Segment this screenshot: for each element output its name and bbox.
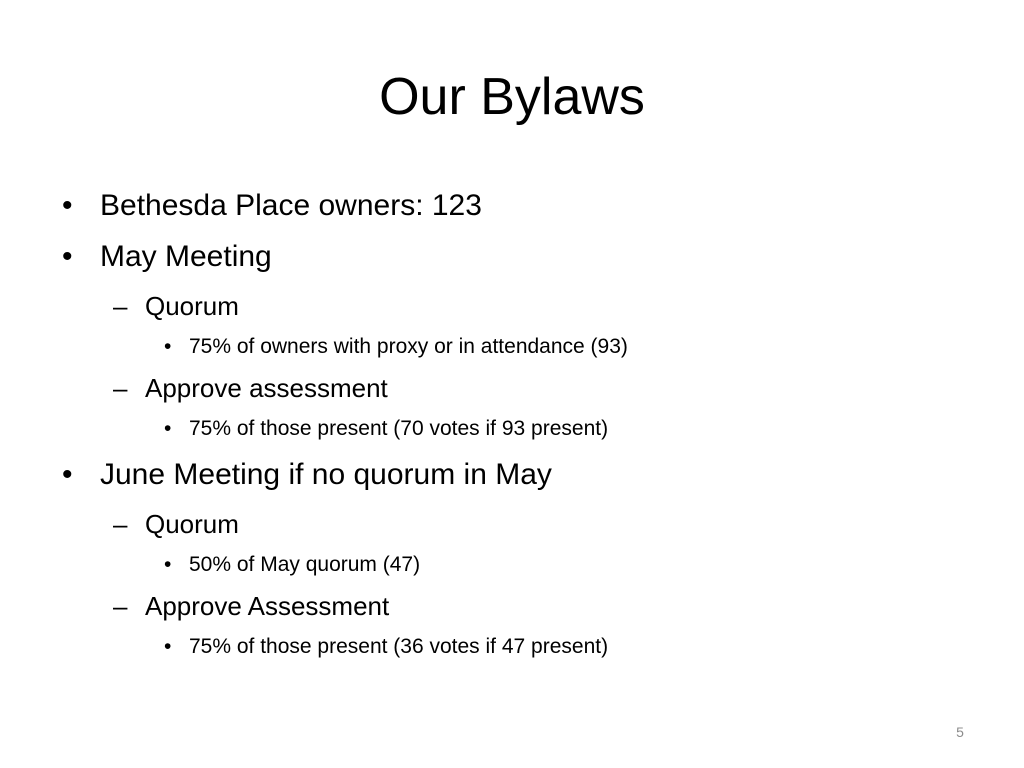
dash-marker: –	[113, 373, 128, 403]
bullet-marker: •	[164, 553, 172, 576]
detail-text: 75% of those present (70 votes if 93 present)	[189, 417, 609, 440]
bullet-marker: •	[62, 189, 73, 222]
sub-bullet-text: Approve assessment	[145, 373, 388, 403]
slide-title: Our Bylaws	[379, 68, 645, 126]
bullet-text: May Meeting	[100, 240, 272, 273]
detail-text: 75% of owners with proxy or in attendance (93)	[189, 335, 628, 358]
bullet-marker: •	[164, 335, 172, 358]
sub-bullet-text: Quorum	[145, 509, 239, 539]
detail-text: 75% of those present (36 votes if 47 present)	[189, 635, 609, 658]
bullet-text: Bethesda Place owners: 123	[100, 189, 482, 222]
dash-marker: –	[113, 509, 128, 539]
sub-bullet-text: Approve Assessment	[145, 591, 390, 621]
bullet-marker: •	[164, 635, 172, 658]
dash-marker: –	[113, 591, 128, 621]
bullet-marker: •	[164, 417, 172, 440]
detail-text: 50% of May quorum (47)	[189, 553, 421, 576]
sub-bullet-text: Quorum	[145, 291, 239, 321]
bullet-marker: •	[62, 458, 73, 491]
page-number: 5	[956, 724, 964, 740]
bullet-text: June Meeting if no quorum in May	[100, 458, 552, 491]
dash-marker: –	[113, 291, 128, 321]
bullet-marker: •	[62, 240, 73, 273]
